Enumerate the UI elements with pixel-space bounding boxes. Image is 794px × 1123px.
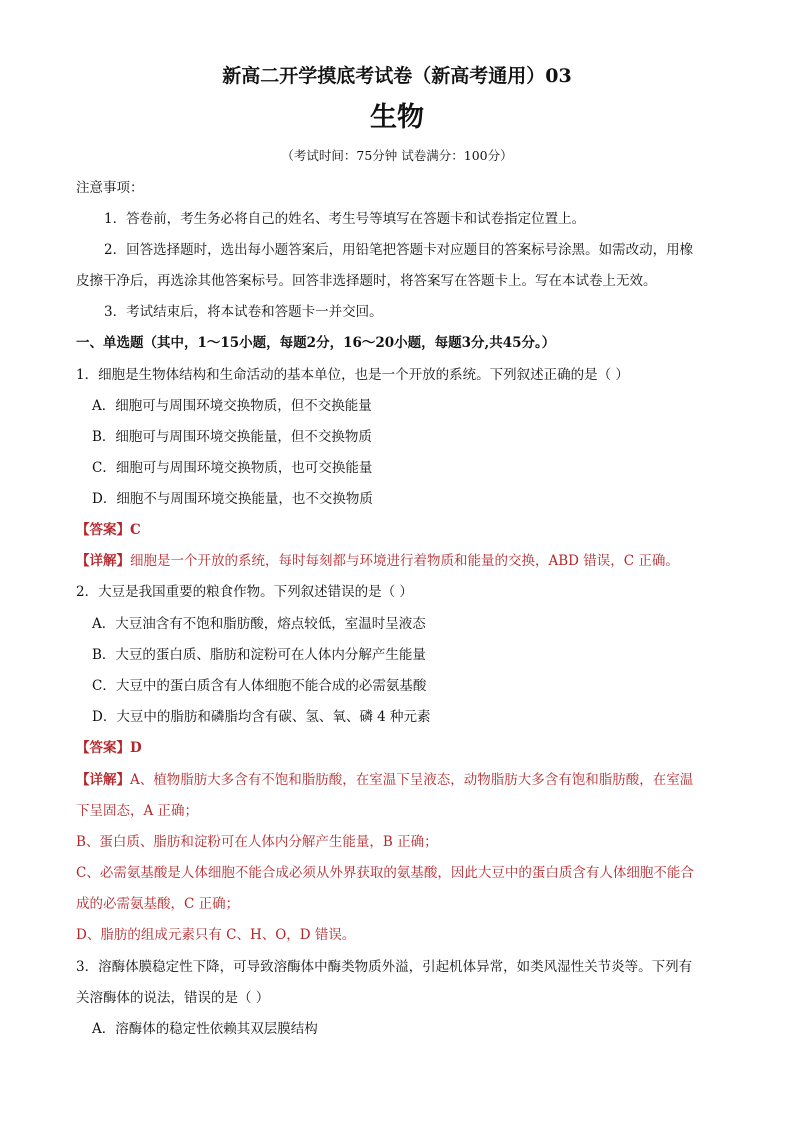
q2-option-a: A．大豆油含有不饱和脂肪酸，熔点较低，室温时呈液态 (92, 616, 426, 632)
q1-detail (76, 551, 679, 571)
exam-title: 新高二开学摸底考试卷（新高考通用）03 (222, 65, 572, 87)
q2-option-d: D．大豆中的脂肪和磷脂均含有碳、氢、氧、磷 4 种元素 (92, 709, 431, 725)
q3-option-a: A．溶酶体的稳定性依赖其双层膜结构 (92, 1021, 318, 1037)
q1-stem: 1．细胞是生物体结构和生命活动的基本单位，也是一个开放的系统。下列叙述正确的是（ ） (76, 367, 629, 383)
notice-item-3: 3．考试结束后，将本试卷和答题卡一并交回。 (104, 304, 383, 320)
q2-answer-text: 【答案】D (76, 740, 142, 756)
q1-option-d: D．细胞不与周围环境交换能量，也不交换物质 (92, 491, 373, 507)
q3-stem-line-2: 关溶酶体的说法，错误的是（ ） (76, 990, 270, 1006)
q1-answer-text: 【答案】C (76, 522, 141, 538)
notice-item-2-line-2: 皮擦干净后，再选涂其他答案标号。回答非选择题时，将答案写在答题卡上。写在本试卷上无效。 (76, 273, 657, 289)
q1-option-a: A．细胞可与周围环境交换物质，但不交换能量 (92, 398, 372, 414)
q2-detail-line-3: B、蛋白质、脂肪和淀粉可在人体内分解产生能量，B 正确； (76, 834, 438, 850)
q1-answer (76, 520, 141, 540)
q2-answer (76, 738, 142, 758)
q2-detail-text-1: A、植物脂肪大多含有不饱和脂肪酸，在室温下呈液态，动物脂肪大多含有饱和脂肪酸，在室温 (130, 772, 694, 788)
q2-stem: 2．大豆是我国重要的粮食作物。下列叙述错误的是（ ） (76, 584, 413, 600)
q2-detail-line-4: C、必需氨基酸是人体细胞不能合成必须从外界获取的氨基酸，因此大豆中的蛋白质含有人体细胞不能合 (76, 865, 694, 881)
exam-meta: （考试时间：75分钟 试卷满分：100分） (281, 148, 513, 163)
q1-detail-text: 细胞是一个开放的系统，每时每刻都与环境进行着物质和能量的交换，ABD 错误，C 正确。 (130, 553, 679, 569)
q3-stem-line-1: 3．溶酶体膜稳定性下降，可导致溶酶体中酶类物质外溢，引起机体异常，如类风湿性关节炎等。下列有 (76, 959, 693, 975)
q2-detail-line-1 (76, 770, 693, 790)
q2-option-c: C．大豆中的蛋白质含有人体细胞不能合成的必需氨基酸 (92, 678, 427, 694)
q1-detail-label: 【详解】 (76, 553, 130, 569)
notice-item-1: 1．答卷前，考生务必将自己的姓名、考生号等填写在答题卡和试卷指定位置上。 (104, 211, 586, 227)
q2-option-b: B．大豆的蛋白质、脂肪和淀粉可在人体内分解产生能量 (92, 647, 426, 663)
q2-detail-line-6: D、脂肪的组成元素只有 C、H、O，D 错误。 (76, 927, 356, 943)
subject-heading: 生物 (370, 102, 424, 133)
notice-heading: 注意事项： (76, 180, 144, 196)
q1-option-c: C．细胞可与周围环境交换物质，也可交换能量 (92, 460, 373, 476)
q2-detail-line-2: 下呈固态，A 正确； (76, 803, 199, 819)
section-heading: 一、单选题（其中，1～15小题，每题2分，16～20小题，每题3分,共45分。） (76, 335, 556, 351)
q2-detail-label: 【详解】 (76, 772, 130, 788)
q1-option-b: B．细胞可与周围环境交换能量，但不交换物质 (92, 429, 372, 445)
q2-detail-line-5: 成的必需氨基酸，C 正确； (76, 896, 240, 912)
notice-item-2-line-1: 2．回答选择题时，选出每小题答案后，用铅笔把答题卡对应题目的答案标号涂黑。如需改动，用橡 (104, 242, 694, 258)
